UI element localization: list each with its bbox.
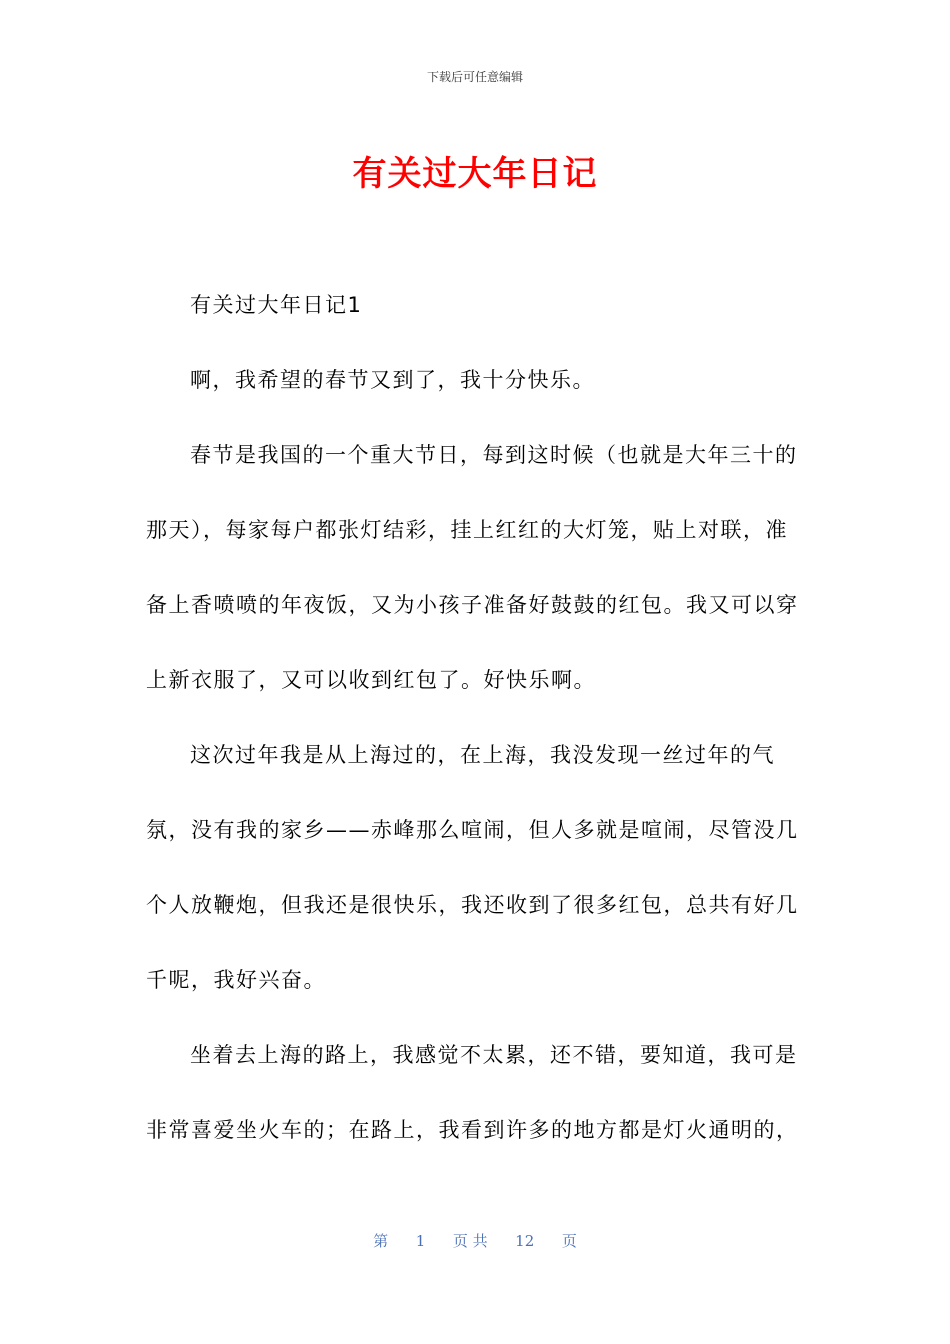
document-body — [146, 268, 806, 1168]
footer-current-page: 1 — [415, 1232, 426, 1250]
document-title: 有关过大年日记 — [352, 154, 598, 194]
footer-label-of: 页 共 — [452, 1232, 488, 1250]
paragraph-5: 坐着去上海的路上，我感觉不太累，还不错，要知道，我可是非常喜爱坐火车的；在路上，我看到许多的地方都是灯火通明的， — [146, 1043, 799, 1142]
paragraph-2: 啊，我希望的春节又到了，我十分快乐。 — [190, 368, 595, 392]
paragraph-4: 这次过年我是从上海过的，在上海，我没发现一丝过年的气氛，没有我的家乡——赤峰那么喧闹，但人多就是喧闹，尽管没几个人放鞭炮，但我还是很快乐，我还收到了很多红包，总共有好几千呢，我好兴奋。 — [146, 743, 799, 992]
page-footer — [0, 1230, 950, 1251]
footer-total-pages: 12 — [515, 1232, 535, 1250]
footer-label-end: 页 — [561, 1232, 577, 1250]
paragraph-1: 有关过大年日记1 — [190, 293, 363, 317]
footer-label-page: 第 — [373, 1232, 389, 1250]
header-note: 下载后可任意编辑 — [426, 70, 523, 84]
paragraph-3: 春节是我国的一个重大节日，每到这时候（也就是大年三十的那天），每家每户都张灯结彩，挂上红红的大灯笼，贴上对联，准备上香喷喷的年夜饭，又为小孩子准备好鼓鼓的红包。我又可以穿上新衣服了，又可以收到红包了。好快乐啊。 — [146, 443, 799, 692]
